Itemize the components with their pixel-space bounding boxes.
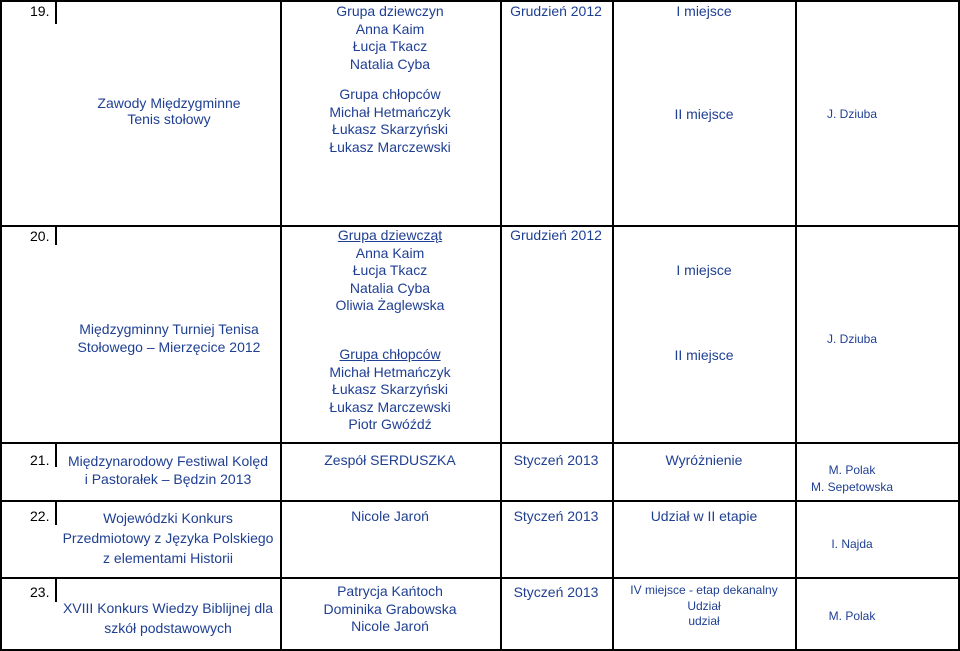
event-name — [60, 95, 278, 127]
row-separator — [0, 442, 960, 444]
row-number: 20. — [30, 228, 50, 244]
result: II miejsce — [674, 347, 734, 363]
row-separator — [0, 577, 960, 579]
teacher-name: J. Dziuba — [826, 332, 878, 346]
event-name-line: z elementami Historii — [103, 550, 233, 566]
row-number: 22. — [30, 508, 50, 524]
column-separator — [500, 0, 502, 651]
girls-group — [282, 3, 498, 73]
table-border-left — [0, 0, 2, 651]
column-separator — [795, 0, 797, 651]
participant-name: Łukasz Marczewski — [329, 398, 451, 415]
event-date: Grudzień 2012 — [510, 227, 602, 243]
participant-name: Piotr Gwóźdź — [348, 416, 432, 432]
event-name — [58, 508, 278, 568]
row-number: 19. — [30, 3, 50, 19]
event-name-line: Międzynarodowy Festiwal Kolęd — [68, 453, 268, 469]
event-date: Styczeń 2013 — [513, 584, 599, 600]
teacher-name: M. Sepetowska — [810, 480, 894, 494]
column-separator — [55, 225, 57, 245]
row-number: 23. — [30, 584, 50, 600]
group-title: Grupa chłopców — [339, 346, 441, 362]
event-name-line: Tenis stołowy — [127, 111, 211, 127]
event-date: Styczeń 2013 — [513, 508, 599, 524]
event-date: Styczeń 2013 — [513, 452, 599, 468]
column-separator — [55, 442, 57, 467]
participants: Zespół SERDUSZKA — [324, 452, 456, 468]
group-title: Grupa chłopców — [339, 86, 441, 102]
event-name — [58, 452, 278, 488]
participant-name: Łukasz Skarzyński — [332, 381, 448, 397]
event-name-line: Stołowego – Mierzęcice 2012 — [77, 339, 261, 355]
teacher-name: J. Dziuba — [826, 107, 878, 121]
event-name-line: Zawody Międzygminne — [97, 95, 241, 111]
group-title: Grupa dziewczyn — [336, 3, 444, 19]
boys-group — [282, 86, 498, 156]
participant-name: Natalia Cyba — [349, 279, 431, 296]
column-separator — [55, 577, 57, 602]
participant-name: Natalia Cyba — [349, 55, 431, 72]
teacher-name: M. Polak — [828, 609, 876, 623]
event-name-line: Międzygminny Turniej Tenisa — [79, 321, 259, 337]
girls-group — [282, 227, 498, 315]
participant-name: Patrycja Kańtoch — [337, 583, 443, 599]
participant-name: Nicole Jaroń — [351, 618, 429, 634]
results — [614, 583, 794, 630]
result: IV miejsce - etap dekanalny — [630, 583, 778, 597]
event-name-line: Wojewódzki Konkurs — [103, 510, 233, 526]
column-separator — [55, 500, 57, 525]
result: Udział w II etapie — [650, 508, 758, 524]
result: I miejsce — [676, 262, 732, 278]
row-number: 21. — [30, 452, 50, 468]
result: I miejsce — [676, 3, 732, 19]
participants — [282, 583, 498, 636]
participant-name: Anna Kaim — [355, 244, 425, 261]
participant-name: Łukasz Skarzyński — [332, 121, 448, 137]
participant-name: Łucja Tkacz — [352, 38, 428, 54]
column-separator — [612, 0, 614, 651]
participant-name: Dominika Grabowska — [323, 600, 457, 617]
column-separator — [55, 0, 57, 24]
participant-name: Michał Hetmańczyk — [329, 103, 451, 120]
boys-group — [282, 346, 498, 434]
event-name — [58, 598, 278, 638]
participant-name: Michał Hetmańczyk — [329, 363, 451, 380]
participant-name: Anna Kaim — [355, 20, 425, 37]
table-border-top — [0, 0, 960, 2]
event-name-line: szkół podstawowych — [104, 620, 232, 636]
event-name-line: Przedmiotowy z Języka Polskiego — [62, 530, 274, 546]
participant-name: Łucja Tkacz — [352, 262, 428, 278]
teacher-names — [797, 462, 907, 496]
teacher-name: M. Polak — [828, 463, 876, 477]
teacher-name: I. Najda — [831, 537, 873, 551]
event-date: Grudzień 2012 — [510, 3, 602, 19]
result: Udział — [687, 598, 721, 613]
result: Wyróżnienie — [665, 452, 743, 468]
result: udział — [688, 614, 720, 628]
participants: Nicole Jaroń — [351, 508, 429, 524]
participant-name: Oliwia Żaglewska — [335, 297, 445, 313]
event-name-line: XVIII Konkurs Wiedzy Biblijnej dla — [62, 600, 274, 616]
result: II miejsce — [674, 106, 734, 122]
event-name — [60, 320, 278, 356]
group-title: Grupa dziewcząt — [337, 227, 443, 243]
participant-name: Łukasz Marczewski — [329, 138, 451, 155]
event-name-line: i Pastorałek – Będzin 2013 — [84, 471, 252, 487]
row-separator — [0, 500, 960, 502]
